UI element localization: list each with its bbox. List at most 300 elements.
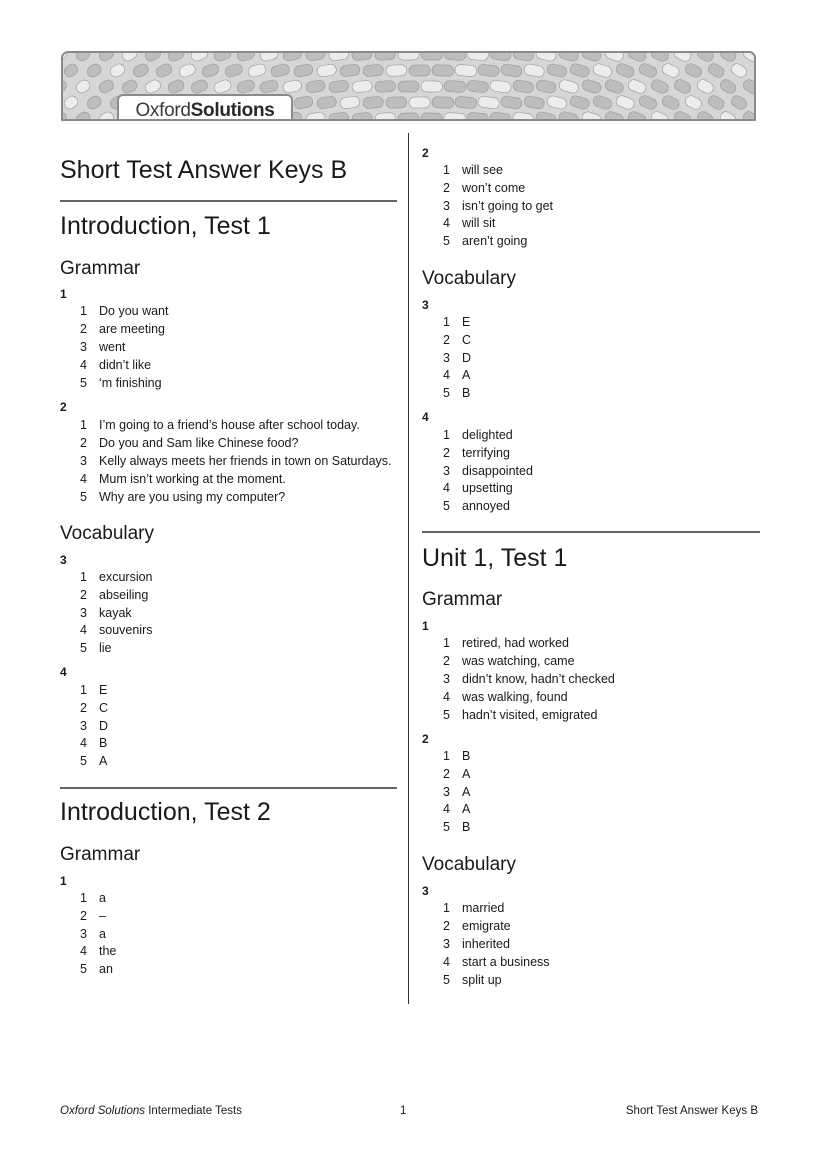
banner-pill-shape — [706, 62, 726, 80]
banner-pill-shape — [305, 79, 326, 93]
banner-pill-shape — [546, 95, 568, 110]
answer-text: was watching, came — [462, 654, 575, 668]
banner-pill-shape — [97, 53, 115, 63]
banner-pill-shape — [467, 53, 489, 61]
answer-item — [443, 315, 470, 329]
answer-item — [80, 376, 162, 390]
banner-pill-shape — [398, 53, 419, 60]
answer-number: 5 — [443, 386, 450, 401]
banner-pill-shape — [375, 80, 396, 92]
banner-pill-shape — [695, 78, 715, 96]
banner-pill-shape — [741, 78, 756, 96]
banner-pill-shape — [512, 79, 534, 94]
banner-pill-shape — [85, 94, 103, 111]
answer-text: – — [99, 908, 106, 923]
answer-text: Why are you using my computer? — [99, 490, 286, 504]
banner-pill-shape — [592, 94, 613, 110]
question-number: 2 — [422, 732, 429, 746]
answer-item — [443, 499, 510, 513]
answer-item — [80, 623, 153, 637]
answer-text: Kelly always meets her friends in town on Saturdays. — [99, 454, 392, 468]
banner-pill-shape — [108, 62, 126, 79]
answer-text: E — [462, 315, 471, 329]
banner-pill-shape — [467, 80, 489, 93]
answer-number: 2 — [80, 436, 87, 450]
banner-pill-shape — [74, 53, 92, 63]
answer-number: 4 — [443, 802, 450, 817]
banner-pill-shape — [444, 53, 467, 61]
banner-pill-shape — [729, 62, 748, 80]
answer-item — [443, 181, 525, 195]
answer-number: 3 — [80, 718, 87, 733]
banner-pill-shape — [97, 110, 115, 121]
subsection-vocabulary: Vocabulary — [422, 268, 517, 289]
banner-pill-shape — [581, 78, 602, 94]
banner-pill-shape — [718, 78, 738, 96]
answer-item — [80, 641, 112, 655]
banner-pill-shape — [650, 53, 671, 63]
banner-pill-shape — [695, 53, 715, 63]
banner-pill-shape — [63, 53, 69, 63]
answer-item — [443, 672, 615, 686]
answer-item — [80, 891, 106, 905]
answer-text: A — [462, 784, 471, 799]
banner-pill-shape — [270, 63, 290, 78]
banner-pill-shape — [63, 62, 80, 79]
answer-number: 3 — [443, 784, 450, 799]
section-title-intro-test-1: Introduction, Test 1 — [60, 212, 271, 240]
banner-pill-shape — [143, 53, 162, 63]
answer-item — [443, 955, 550, 969]
answer-text: an — [99, 962, 113, 977]
answer-text: disappointed — [462, 463, 533, 478]
answer-text: didn’t like — [99, 358, 152, 372]
answer-number: 2 — [443, 445, 450, 460]
banner-pill-shape — [683, 94, 703, 112]
answer-text: married — [462, 901, 505, 915]
question-number: 1 — [422, 619, 429, 633]
banner-pill-shape — [236, 53, 256, 62]
banner-pill-shape — [166, 78, 185, 95]
answer-number: 3 — [80, 605, 87, 620]
answer-text: D — [99, 718, 109, 733]
footer-level: Intermediate Tests — [145, 1105, 242, 1117]
answer-number: 2 — [80, 908, 87, 923]
answer-text: Do you and Sam like Chinese food? — [99, 436, 299, 450]
banner-pill-shape — [316, 95, 337, 109]
question-number: 2 — [60, 400, 67, 414]
banner-pill-shape — [432, 65, 454, 77]
oxford-solutions-logo — [117, 94, 293, 121]
answer-item — [80, 472, 286, 486]
banner-pill-shape — [421, 113, 443, 121]
banner-pill-shape — [305, 111, 326, 121]
banner-pill-shape — [638, 62, 659, 79]
answer-text: A — [99, 754, 108, 769]
answer-number: 4 — [443, 481, 450, 496]
answer-item — [443, 708, 598, 722]
answer-number: 5 — [80, 641, 87, 656]
answer-item — [443, 973, 502, 987]
answer-text: C — [462, 332, 472, 347]
answer-item — [80, 588, 148, 602]
banner-pill-shape — [660, 94, 680, 111]
banner-pill-shape — [535, 53, 557, 62]
banner-pill-shape — [592, 62, 613, 78]
answer-text: E — [99, 683, 108, 697]
logo-text-solutions: Solutions — [190, 99, 275, 121]
answer-item — [80, 490, 285, 504]
banner-pill-shape — [523, 95, 545, 110]
answer-text: I’m going to a friend’s house after school today. — [99, 418, 360, 432]
banner-pill-shape — [581, 110, 602, 121]
banner-pill-shape — [489, 112, 511, 121]
answer-text: B — [462, 820, 471, 835]
answer-item — [443, 919, 511, 933]
answer-item — [80, 944, 116, 958]
answer-number: 4 — [443, 368, 450, 383]
answer-number: 5 — [80, 376, 87, 390]
answer-number: 5 — [443, 234, 450, 249]
banner-pill-shape — [558, 79, 580, 95]
banner-pill-shape — [190, 78, 210, 94]
banner-pill-shape — [546, 63, 568, 78]
banner-pill-shape — [604, 110, 625, 121]
answer-text: souvenirs — [99, 623, 153, 638]
banner-pill-shape — [282, 79, 303, 94]
answer-item — [443, 636, 569, 650]
banner-pill-shape — [523, 63, 545, 78]
answer-item — [80, 454, 392, 468]
subsection-grammar: Grammar — [422, 589, 503, 610]
answer-text: retired, had worked — [462, 636, 570, 650]
banner-pill-shape — [683, 62, 703, 80]
answer-number: 3 — [80, 454, 87, 468]
banner-pill-shape — [316, 63, 337, 77]
banner-pill-shape — [120, 78, 139, 95]
banner-pill-shape — [535, 111, 557, 121]
question-number: 1 — [60, 874, 67, 888]
banner-pill-shape — [729, 94, 748, 112]
answer-text: aren’t going — [462, 234, 528, 249]
banner-pill-shape — [375, 112, 396, 121]
answer-number: 5 — [80, 962, 87, 977]
answer-number: 4 — [443, 216, 450, 231]
banner-pill-shape — [569, 63, 591, 79]
answer-text: will see — [462, 163, 503, 177]
answer-text: inherited — [462, 937, 510, 951]
banner-pill-shape — [224, 63, 244, 79]
banner-pill-shape — [386, 65, 407, 77]
banner-pill-shape — [398, 113, 419, 121]
banner-pill-shape — [432, 97, 454, 109]
answer-text: a — [99, 891, 106, 905]
banner-pill-shape — [604, 78, 625, 95]
banner-pill-shape — [247, 63, 267, 79]
banner-pill-shape — [259, 53, 279, 62]
answer-text: A — [462, 766, 471, 781]
banner-pill-shape — [74, 110, 92, 121]
answer-number: 1 — [443, 749, 450, 763]
question-number: 2 — [422, 146, 429, 160]
answer-item — [80, 927, 106, 941]
banner-pill-shape — [236, 79, 256, 95]
answer-item — [80, 304, 168, 318]
answer-text: went — [99, 340, 126, 354]
banner-pill-shape — [500, 63, 522, 77]
banner-pill-shape — [339, 64, 360, 77]
banner-pill-shape — [339, 96, 360, 109]
banner-pill-shape — [512, 111, 534, 121]
answer-number: 2 — [443, 919, 450, 933]
banner-pill-shape — [398, 81, 419, 92]
answer-item — [443, 767, 470, 781]
answer-item — [80, 570, 153, 584]
banner-pill-shape — [421, 53, 443, 60]
banner-pill-shape — [154, 62, 173, 79]
section-rule — [60, 787, 397, 789]
answer-number: 4 — [80, 358, 87, 372]
answer-item — [80, 436, 298, 450]
answer-text: excursion — [99, 570, 153, 584]
banner-pill-shape — [660, 62, 680, 79]
answer-item — [443, 937, 510, 951]
banner-pill-shape — [166, 53, 185, 63]
subsection-grammar: Grammar — [60, 844, 141, 865]
banner-pill-shape — [581, 53, 602, 63]
banner-pill-shape — [213, 53, 233, 63]
banner-pill-shape — [535, 79, 557, 94]
answer-item — [80, 754, 107, 768]
answer-item — [80, 683, 107, 697]
banner-pill-shape — [627, 53, 648, 63]
banner-pill-shape — [97, 78, 115, 95]
banner-pill-shape — [85, 62, 103, 79]
answer-item — [443, 333, 471, 347]
answer-number: 1 — [80, 304, 87, 318]
answer-number: 2 — [443, 180, 450, 195]
banner-pill-shape — [293, 95, 314, 110]
answer-text: Mum isn’t working at the moment. — [99, 472, 286, 486]
banner-pill-shape — [328, 80, 349, 94]
banner-pill-shape — [305, 53, 326, 62]
answer-number: 3 — [443, 350, 450, 365]
answer-number: 3 — [443, 672, 450, 686]
banner-pill-shape — [201, 62, 221, 78]
banner-pill-shape — [293, 63, 314, 78]
answer-number: 1 — [80, 891, 87, 905]
answer-number: 3 — [443, 198, 450, 213]
page-number: 1 — [400, 1105, 407, 1117]
answer-text: isn’t going to get — [462, 198, 554, 213]
answer-number: 1 — [443, 901, 450, 915]
answer-number: 1 — [80, 683, 87, 697]
answer-item — [443, 785, 470, 799]
answer-number: 3 — [80, 340, 87, 354]
banner-pill-shape — [63, 78, 69, 95]
banner-pill-shape — [375, 53, 396, 61]
answer-number: 5 — [80, 490, 87, 504]
answer-item — [443, 386, 470, 400]
banner-pill-shape — [351, 80, 372, 93]
answer-item — [80, 962, 113, 976]
answer-number: 4 — [80, 623, 87, 638]
banner-pill-shape — [752, 62, 756, 80]
banner-pill-shape — [63, 94, 80, 111]
answer-number: 4 — [80, 944, 87, 959]
answer-number: 4 — [443, 955, 450, 969]
banner-pill-shape — [489, 53, 511, 61]
question-number: 3 — [422, 298, 429, 312]
answer-number: 2 — [80, 587, 87, 602]
answer-item — [80, 719, 108, 733]
answer-text: was walking, found — [462, 690, 568, 704]
banner-pill-shape — [500, 95, 522, 109]
banner-pill-shape — [695, 110, 715, 121]
answer-number: 2 — [443, 766, 450, 781]
banner-pill-shape — [718, 110, 738, 121]
banner-pill-shape — [131, 62, 150, 79]
answer-number: 3 — [443, 463, 450, 478]
answer-text: emigrate — [462, 919, 511, 933]
banner-pill-shape — [363, 96, 384, 109]
answer-item — [443, 216, 495, 230]
answer-text: hadn’t visited, emigrated — [462, 708, 598, 722]
banner-pill-shape — [650, 78, 671, 95]
banner-pill-shape — [351, 53, 372, 61]
banner-pill-shape — [650, 110, 671, 121]
answer-number: 3 — [443, 937, 450, 951]
column-divider — [408, 133, 409, 1004]
answer-number: 2 — [443, 332, 450, 347]
answer-number: 2 — [80, 700, 87, 715]
banner-pill-shape — [477, 64, 499, 77]
answer-number: 1 — [443, 636, 450, 650]
answer-item — [443, 234, 527, 248]
banner-pill-shape — [259, 79, 279, 94]
banner-pill-shape — [177, 62, 196, 79]
answer-text: B — [462, 749, 471, 763]
answer-number: 5 — [443, 708, 450, 722]
answer-text: start a business — [462, 955, 550, 969]
answer-text: C — [99, 700, 109, 715]
banner-pill-shape — [444, 112, 467, 121]
answer-item — [80, 418, 360, 432]
answer-number: 5 — [80, 754, 87, 769]
banner-pill-shape — [477, 96, 499, 109]
banner-pill-shape — [672, 110, 692, 121]
answer-item — [443, 749, 470, 763]
section-title-unit-1-test-1: Unit 1, Test 1 — [422, 544, 568, 572]
answer-text: A — [462, 802, 471, 817]
answer-text: delighted — [462, 428, 513, 442]
banner-pill-shape — [63, 110, 69, 121]
logo-text-oxford: Oxford — [135, 99, 191, 121]
answer-text: kayak — [99, 605, 132, 620]
banner-pill-shape — [558, 53, 580, 62]
answer-text: abseiling — [99, 587, 149, 602]
answer-item — [443, 428, 513, 442]
banner-pill-shape — [328, 112, 349, 121]
document-title: Short Test Answer Keys B — [60, 156, 348, 184]
answer-text: didn’t know, hadn’t checked — [462, 672, 615, 686]
subsection-vocabulary: Vocabulary — [60, 523, 155, 544]
banner-pill-shape — [615, 94, 636, 111]
banner-pill-shape — [467, 112, 489, 121]
answer-number: 1 — [443, 163, 450, 177]
answer-item — [443, 802, 470, 816]
banner-pill-shape — [282, 53, 303, 62]
answer-text: D — [462, 350, 472, 365]
banner-pill-shape — [512, 53, 534, 62]
answer-item — [443, 820, 470, 834]
banner-pill-shape — [741, 53, 756, 63]
answer-item — [80, 701, 108, 715]
answer-item — [80, 736, 107, 750]
answer-number: 1 — [80, 418, 87, 432]
question-number: 4 — [60, 665, 67, 679]
answer-text: ‘m finishing — [99, 376, 162, 390]
banner-pill-shape — [569, 95, 591, 111]
answer-item — [443, 368, 470, 382]
answer-text: annoyed — [462, 499, 510, 514]
answer-text: upsetting — [462, 481, 513, 496]
answer-number: 2 — [80, 322, 87, 336]
answer-item — [80, 606, 132, 620]
banner-pill-shape — [143, 78, 162, 95]
banner-pill-shape — [421, 81, 443, 92]
answer-text: terrifying — [462, 445, 510, 460]
question-number: 1 — [60, 287, 67, 301]
banner-pill-shape — [604, 53, 625, 63]
answer-number: 5 — [443, 820, 450, 835]
banner-pill-shape — [741, 110, 756, 121]
answer-item — [443, 901, 504, 915]
answer-number: 5 — [443, 973, 450, 987]
section-title-intro-test-2: Introduction, Test 2 — [60, 798, 271, 826]
banner-pill-shape — [409, 65, 430, 76]
banner-pill-shape — [213, 78, 233, 94]
banner-pill-shape — [455, 64, 478, 77]
banner-pill-shape — [638, 94, 659, 111]
answer-number: 1 — [443, 315, 450, 329]
question-number: 3 — [422, 884, 429, 898]
subsection-grammar: Grammar — [60, 258, 141, 279]
answer-number: 5 — [443, 499, 450, 514]
subsection-vocabulary: Vocabulary — [422, 854, 517, 875]
answer-item — [443, 690, 568, 704]
banner-pill-shape — [386, 97, 407, 109]
banner-pill-shape — [752, 94, 756, 112]
banner-pill-shape — [444, 80, 467, 92]
answer-text: B — [99, 736, 108, 751]
banner-pill-shape — [558, 111, 580, 121]
answer-text: lie — [99, 641, 112, 656]
answer-item — [80, 358, 151, 372]
banner-pill-shape — [120, 53, 139, 63]
answer-number: 1 — [80, 570, 87, 584]
answer-text: the — [99, 944, 117, 959]
section-rule — [422, 531, 760, 533]
answer-text: are meeting — [99, 322, 166, 336]
section-rule — [60, 200, 397, 202]
answer-item — [443, 464, 533, 478]
banner-pill-shape — [74, 78, 92, 95]
banner-pill-shape — [615, 62, 636, 79]
answer-item — [443, 199, 553, 213]
banner-pill-shape — [627, 78, 648, 95]
answer-text: will sit — [462, 216, 496, 231]
